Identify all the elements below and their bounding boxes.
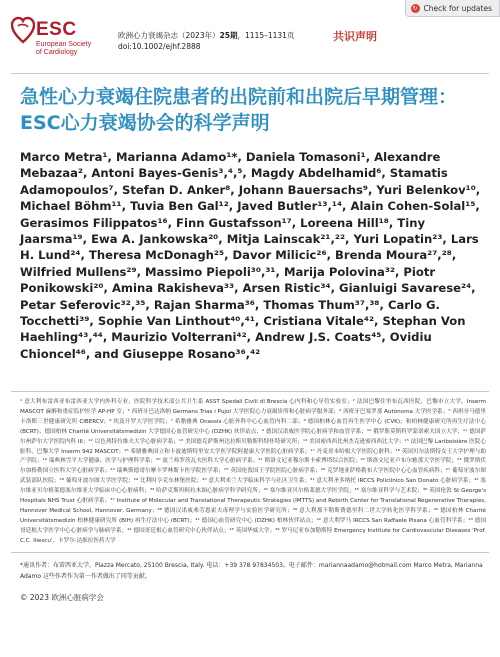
header-divider: [11, 73, 489, 74]
refresh-icon: ↻: [412, 4, 418, 12]
logo-text: ESC: [36, 19, 77, 40]
logo-subtitle-text: European Society of Cardiology: [36, 41, 92, 57]
check-for-updates-button[interactable]: [405, 0, 500, 17]
journal-citation: [118, 30, 294, 52]
journal-pages: ，1115–1131页: [237, 31, 295, 40]
logo-subtitle: [36, 41, 116, 58]
article-type-badge: 共识声明: [333, 30, 377, 43]
copyright: © 2023 欧洲心脏病学会: [20, 593, 104, 602]
esc-logo: [11, 16, 111, 68]
affiliations: ¹ 意大利布雷西亚布雷西亚大学内外科专业，医院科学技术部公共卫生系 ASST Spedali Civili di Brescia 心内科和心导管实验室；² 法国巴黎住里布瓦西医院，巴黎市立大学，Inserm MASCOT 麻醉和重症监护医学 AP-HP 室；³ 西班牙巴达洛纳 Germans Trias i Pujol 大学医院心力衰竭诊所和心脏病学服务部；⁴ 西班牙巴塞罗那 Autònoma 大学医学系；⁵ 西班牙马德里卡洛斯三世健康研究所 CIBERCV；⁶ 埃及开罗大学医学院；⁷ 希腊雅典 Onassis 心脏外科中心心血管内科二部；⁸ 德国柏林心血管再生医学中心 (CVK)；和柏林健康研究所再生疗法中心 (BCRT)；德国柏林 Charité Universitätsmedizin 大学德国心血管研究中心 (DZHK) 伙伴站点；⁹ 德国汉诺威医学院心脏病学和血管学系；¹⁰ 俄罗斯莫斯科罗蒙诺索夫国立大学；¹¹ 德国萨尔州萨尔大学医院内科 III；¹² 以色列特拉维夫大学心脏病学系；¹³ 美国德克萨斯州达拉斯贝勒斯科特怀特研究所；¹⁴ 美国密西西比州杰克逊密西西比大学；¹⁵ 法国巴黎 Lariboisière 医院心脏科，巴黎大学 Inserm 942 MASCOT；¹⁶ 希腊雅典国立和卡波迪斯特里安大学医学院阿提康大学医院心脏病学系；¹⁷ 丹麦哥本哈根大学医院心脏科；¹⁸ 英国贝尔法斯特女王大学护理与助产学院；¹⁹ 瑞典林雪平大学健康、医学与护理科学系；²⁰ 波兰弗罗茨瓦夫医科大学心脏病学系；²¹ 斯洛文尼亚穆尔斯卡索博塔综合医院；²² 斯洛文尼亚卢布尔雅那大学医学院；²³ 俄罗斯伏尔加格勒国立医科大学心脏病学系；²⁴ 瑞典斯德哥尔摩卡罗林斯卡医学院医学系；²⁵ 英国伦敦国王学院医院心脏病学系；²⁶ 克罗地亚萨格勒布大学医院中心心血管疾病科；²⁷ 葡萄牙波尔图武装部队医院；²⁸ 葡萄牙波尔图大学医学院；²⁹ 比利时亨克东林堡医院；³⁰ 意大利米兰大学临床科学与社区卫生系；³¹ 意大利圣多纳托 IRCCS Policlinico San Donato 心脏病学系；³² 塞尔维亚贝尔格莱德塞尔维亚大学临床中心心脏病科；³³ 哈萨克斯坦阿拉木图心脏病学科学研究所；³⁴ 塞尔维亚贝尔格莱德大学医学院；³⁵ 塞尔维亚科学与艺术院；³⁶ 英国伦敦 St George's Hospitals NHS Trust 心脏病学系；³⁷ Institute of Molecular and Translational Therapeutic Strategies (IMTTS) and Rebirth Center for Translational Regenerative Therapies, Hannover Medical School, Hannover, Germany；³⁸ 德国汉诺威弗劳恩霍夫毒理学与实验医学研究所；³⁹ 意大利那不勒斯费德里科二世大学转化医学科学系；⁴⁰ 德国柏林 Charité Universitätsmedizin 柏林健康研究所 (BIH) 再生疗法中心 (BCRT)；⁴¹ 德国心血管研究中心 (DZHK) 柏林伙伴站点；⁴² 意大利罗马 IRCCS San Raffaele Pisana 心血管科学系；⁴³ 德国哥廷根大学医学中心心脏病学与肺病学系；⁴⁴ 德国哥廷根心血管研究中心伙伴站点；⁴⁵ 英国华威大学；⁴⁶ 罗马尼亚布加勒斯特 Emergency Institute for Cardiovascular Diseases 'Prof. C.C. Iliescu'，卡罗尔·达维拉医药大学: [20, 399, 486, 544]
correspondence: *通讯作者：布雷西亚大学，Piazza Mercato, 25100 Brescia, Italy. 电话：+39 378 97834503。电子邮件：mariannaadamo@hotmail.com Marco Metra, Marianna Adamo 这些作者作为第一作者做出了同等贡献。: [20, 562, 483, 580]
journal-volume: 25期: [219, 31, 238, 40]
correspondence-divider: [11, 552, 489, 553]
check-for-updates-label: Check for updates: [423, 3, 492, 13]
doi-link[interactable]: doi:10.1002/ejhf.2888: [118, 42, 201, 51]
journal-year: （2023年）: [178, 31, 220, 40]
affiliations-divider: [11, 391, 489, 392]
article-title: 急性心力衰竭住院患者的出院前和出院后早期管理：ESC心力衰竭协会的科学声明: [20, 86, 458, 134]
journal-name: 欧洲心力衰竭杂志: [118, 31, 178, 40]
author-list: Marco Metra¹, Marianna Adamo¹*, Daniela Tomasoni¹, Alexandre Mebazaa², Antoni Bayes-Genis³,⁴,⁵, Magdy Abdelhamid⁶, Stamatis Adamopoulos⁷, Stefan D. Anker⁸, Johann Bauersachs⁹, Yuri Belenkov¹⁰, Michael Böhm¹¹, Tuvia Ben Gal¹², Javed Butler¹³,¹⁴, Alain Cohen-Solal¹⁵, Gerasimos Filippatos¹⁶, Finn Gustafsson¹⁷, Loreena Hill¹⁸, Tiny Jaarsma¹⁹, Ewa A. Jankowska²⁰, Mitja Lainscak²¹,²², Yuri Lopatin²³, Lars H. Lund²⁴, Theresa McDonagh²⁵, Davor Milicic²⁶, Brenda Moura²⁷,²⁸, Wilfried Mullens²⁹, Massimo Piepoli³⁰,³¹, Marija Polovina³², Piotr Ponikowski²⁰, Amina Rakisheva³³, Arsen Ristic³⁴, Gianluigi Savarese²⁴, Petar Seferovic³²,³⁵, Rajan Sharma³⁶, Thomas Thum³⁷,³⁸, Carlo G. Tocchetti³⁹, Sophie Van Linthout⁴⁰,⁴¹, Cristiana Vitale⁴², Stephan Von Haehling⁴³,⁴⁴, Maurizio Volterrani⁴², Andrew J.S. Coats⁴⁵, Ovidiu Chioncel⁴⁶, and Giuseppe Rosano³⁶,⁴²: [20, 150, 481, 361]
heart-logo-icon: [11, 16, 35, 46]
